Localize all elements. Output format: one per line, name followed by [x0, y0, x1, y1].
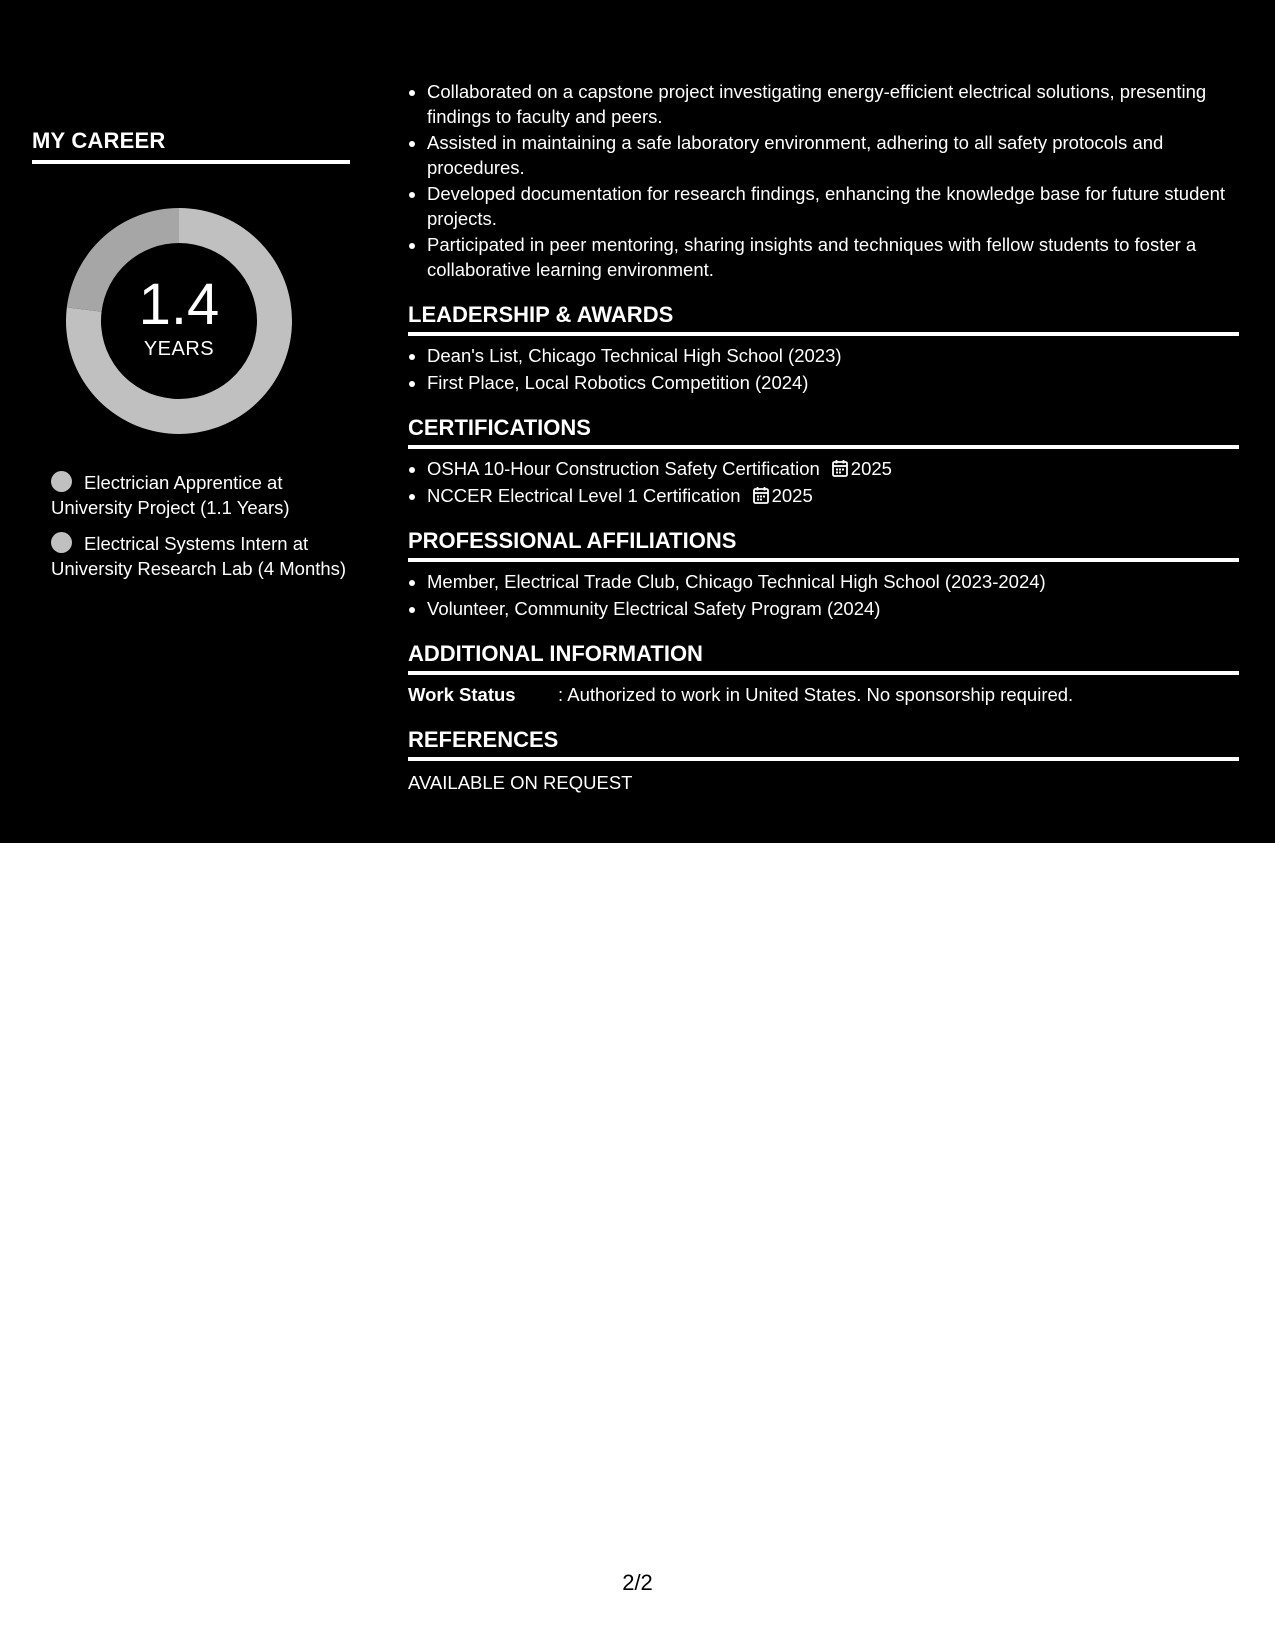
total-years-unit: YEARS: [143, 337, 215, 360]
left-column: [32, 128, 350, 592]
certifications-title: CERTIFICATIONS: [408, 415, 1239, 449]
list-item: • Collaborated on a capstone project investigating energy-efficient electrical solutions, presenting findings to faculty and peers.: [427, 80, 1239, 129]
list-item: • Developed documentation for research findings, enhancing the knowledge base for future student projects.: [427, 182, 1239, 231]
legend-label: Electrical Systems Intern at University Research Lab (4 Months): [51, 533, 347, 579]
list-item: • Assisted in maintaining a safe laboratory environment, adhering to all safety protocols and procedures.: [427, 131, 1239, 180]
leadership-title: LEADERSHIP & AWARDS: [408, 302, 1239, 336]
affiliations-title: PROFESSIONAL AFFILIATIONS: [408, 528, 1239, 562]
career-donut-chart: [66, 208, 292, 434]
leadership-list: [408, 344, 1239, 395]
calendar-icon: [753, 486, 769, 504]
certification-year: 2025: [850, 458, 892, 479]
legend-label: Electrician Apprentice at University Project (1.1 Years): [51, 472, 290, 518]
work-status-value: : Authorized to work in United States. No sponsorship required.: [558, 684, 1074, 705]
career-title: MY CAREER: [32, 128, 350, 164]
legend-dot-icon: [51, 471, 72, 492]
right-column: [408, 80, 1239, 795]
experience-bullets: [408, 80, 1239, 282]
list-item: [427, 457, 1239, 482]
donut-center: [66, 208, 292, 434]
certifications-list: [408, 457, 1239, 508]
work-status-label: Work Status: [408, 684, 516, 705]
work-status-row: [408, 683, 1239, 707]
certification-year: 2025: [771, 484, 813, 506]
references-title: REFERENCES: [408, 727, 1239, 761]
additional-info-title: ADDITIONAL INFORMATION: [408, 641, 1239, 675]
total-years-value: 1.4: [138, 271, 220, 337]
list-item: • Participated in peer mentoring, sharing insights and techniques with fellow students to foster a collaborative learning environment.: [427, 233, 1239, 282]
legend-item: [51, 531, 350, 581]
affiliations-list: [408, 570, 1239, 621]
list-item: [427, 484, 1239, 509]
list-item: • Volunteer, Community Electrical Safety Program (2024): [427, 597, 1239, 622]
list-item: • Member, Electrical Trade Club, Chicago Technical High School (2023-2024): [427, 570, 1239, 595]
list-item: • Dean's List, Chicago Technical High School (2023): [427, 344, 1239, 369]
career-legend: [32, 470, 350, 581]
calendar-icon: [832, 459, 848, 477]
certification-name: NCCER Electrical Level 1 Certification: [427, 484, 741, 506]
legend-item: [51, 470, 350, 520]
list-item: • First Place, Local Robotics Competition (2024): [427, 371, 1239, 396]
references-text: AVAILABLE ON REQUEST: [408, 772, 633, 793]
page-number: 2/2: [622, 1570, 653, 1595]
certification-name: OSHA 10-Hour Construction Safety Certification: [427, 458, 820, 479]
legend-dot-icon: [51, 532, 72, 553]
